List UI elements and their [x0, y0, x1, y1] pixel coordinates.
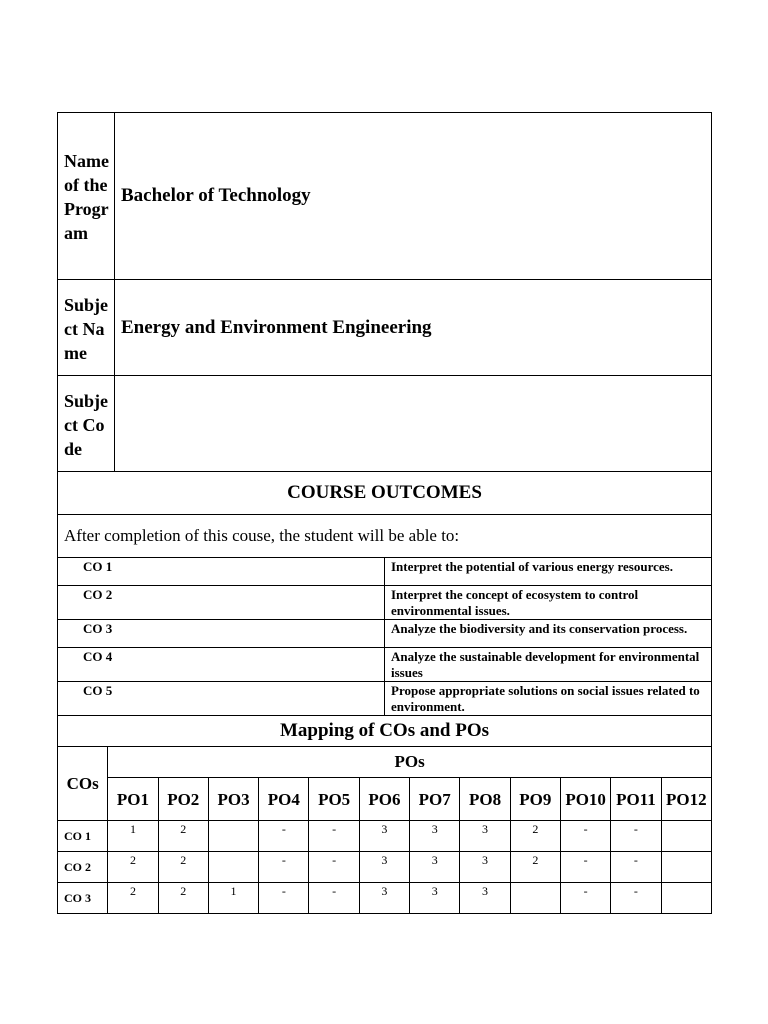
co-row [58, 586, 712, 620]
mapping-value: 3 [410, 852, 460, 883]
po-label-row [58, 778, 712, 821]
po-label: PO9 [510, 778, 560, 821]
mapping-value: 2 [108, 883, 158, 914]
mapping-value: 2 [158, 883, 208, 914]
mapping-value [661, 821, 711, 852]
mapping-value: - [560, 883, 610, 914]
mapping-value [510, 883, 560, 914]
mapping-value: 3 [460, 852, 510, 883]
mapping-value: - [259, 821, 309, 852]
mapping-value: 2 [158, 821, 208, 852]
mapping-row [58, 852, 712, 883]
program-info-table [57, 112, 712, 472]
course-outcomes-title: COURSE OUTCOMES [58, 472, 712, 515]
mapping-value: 1 [108, 821, 158, 852]
mapping-row [58, 883, 712, 914]
mapping-value [208, 821, 258, 852]
po-label: PO5 [309, 778, 359, 821]
subject-code-label: Subject Code [58, 376, 115, 472]
mapping-value: - [309, 883, 359, 914]
co-text: Interpret the concept of ecosystem to control environmental issues. [385, 586, 712, 620]
po-label: PO12 [661, 778, 711, 821]
co-text: Propose appropriate solutions on social issues related to environment. [385, 682, 712, 716]
po-label: PO7 [410, 778, 460, 821]
po-label: PO4 [259, 778, 309, 821]
mapping-value: 3 [410, 883, 460, 914]
mapping-body [58, 821, 712, 914]
mapping-value: - [611, 821, 661, 852]
mapping-value: - [560, 821, 610, 852]
mapping-value: 3 [359, 852, 409, 883]
co-text: Interpret the potential of various energy resources. [385, 558, 712, 586]
co-row [58, 648, 712, 682]
mapping-row-id: CO 2 [58, 852, 108, 883]
mapping-title: Mapping of COs and POs [58, 716, 712, 747]
co-text: Analyze the biodiversity and its conservation process. [385, 620, 712, 648]
mapping-value: 3 [460, 821, 510, 852]
co-row [58, 620, 712, 648]
cos-header: COs [58, 747, 108, 821]
mapping-value: 3 [460, 883, 510, 914]
mapping-row-id: CO 1 [58, 821, 108, 852]
mapping-row-id: CO 3 [58, 883, 108, 914]
mapping-value [661, 852, 711, 883]
co-id: CO 4 [58, 648, 385, 682]
course-outcomes-table [57, 471, 712, 716]
mapping-value: - [611, 852, 661, 883]
subject-name-label: Subject Name [58, 280, 115, 376]
mapping-value: - [259, 852, 309, 883]
po-label: PO8 [460, 778, 510, 821]
co-text: Analyze the sustainable development for environmental issues [385, 648, 712, 682]
co-po-mapping-table [57, 715, 712, 914]
mapping-value: 3 [410, 821, 460, 852]
po-label: PO2 [158, 778, 208, 821]
co-id: CO 3 [58, 620, 385, 648]
mapping-value: - [611, 883, 661, 914]
subject-name-value: Energy and Environment Engineering [115, 280, 712, 376]
po-label: PO11 [611, 778, 661, 821]
mapping-value: 2 [158, 852, 208, 883]
co-id: CO 1 [58, 558, 385, 586]
program-label: Name of the Program [58, 113, 115, 280]
po-label: PO10 [560, 778, 610, 821]
mapping-value: 3 [359, 821, 409, 852]
course-outcomes-intro: After completion of this couse, the student will be able to: [58, 515, 712, 558]
mapping-value: 1 [208, 883, 258, 914]
mapping-row [58, 821, 712, 852]
mapping-value: 2 [510, 852, 560, 883]
mapping-value [661, 883, 711, 914]
co-id: CO 2 [58, 586, 385, 620]
document-page [57, 112, 712, 914]
mapping-value: - [309, 852, 359, 883]
program-value: Bachelor of Technology [115, 113, 712, 280]
mapping-value: 2 [108, 852, 158, 883]
co-row [58, 682, 712, 716]
co-row [58, 558, 712, 586]
mapping-value [208, 852, 258, 883]
co-id: CO 5 [58, 682, 385, 716]
po-label: PO3 [208, 778, 258, 821]
po-label: PO1 [108, 778, 158, 821]
po-label: PO6 [359, 778, 409, 821]
subject-code-value [115, 376, 712, 472]
mapping-value: 2 [510, 821, 560, 852]
mapping-value: - [309, 821, 359, 852]
mapping-value: 3 [359, 883, 409, 914]
mapping-value: - [259, 883, 309, 914]
mapping-value: - [560, 852, 610, 883]
pos-header: POs [108, 747, 712, 778]
